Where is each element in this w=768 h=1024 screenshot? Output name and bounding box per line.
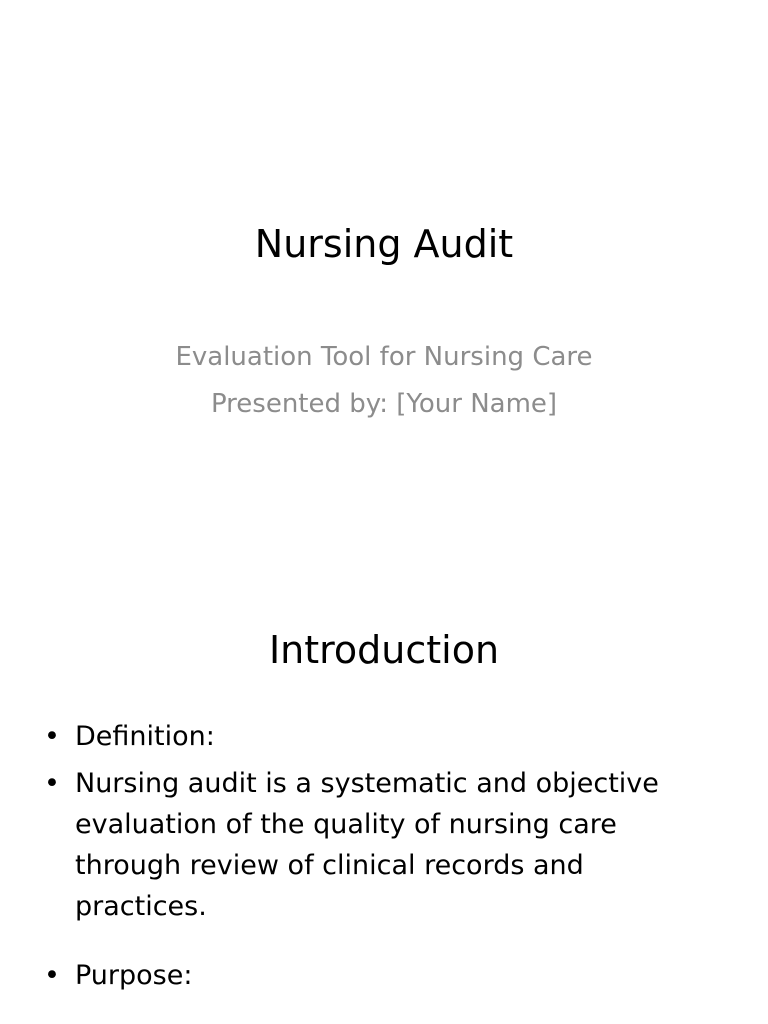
slide-title: Nursing Audit bbox=[254, 222, 514, 266]
bullet-item bbox=[44, 955, 704, 996]
bullet-text: Definition: bbox=[75, 721, 215, 752]
subtitle-line: Evaluation Tool for Nursing Care bbox=[175, 342, 593, 372]
slide-title: Introduction bbox=[268, 628, 500, 672]
bullet-text: Purpose: bbox=[75, 960, 193, 991]
bullet-icon: • bbox=[44, 721, 60, 752]
slide-subtitle bbox=[0, 334, 768, 428]
bullet-icon: • bbox=[44, 960, 60, 991]
bullet-item bbox=[44, 716, 704, 757]
bullet-icon: • bbox=[44, 768, 60, 799]
bullet-item bbox=[44, 763, 704, 927]
subtitle-line-presenter: Presented by: [Your Name] bbox=[210, 389, 558, 419]
bullet-text: Nursing audit is a systematic and objective evaluation of the quality of nursing care through review of clinical records and practices. bbox=[75, 768, 659, 922]
bullet-list bbox=[44, 716, 704, 1002]
introduction-slide bbox=[0, 576, 768, 1024]
